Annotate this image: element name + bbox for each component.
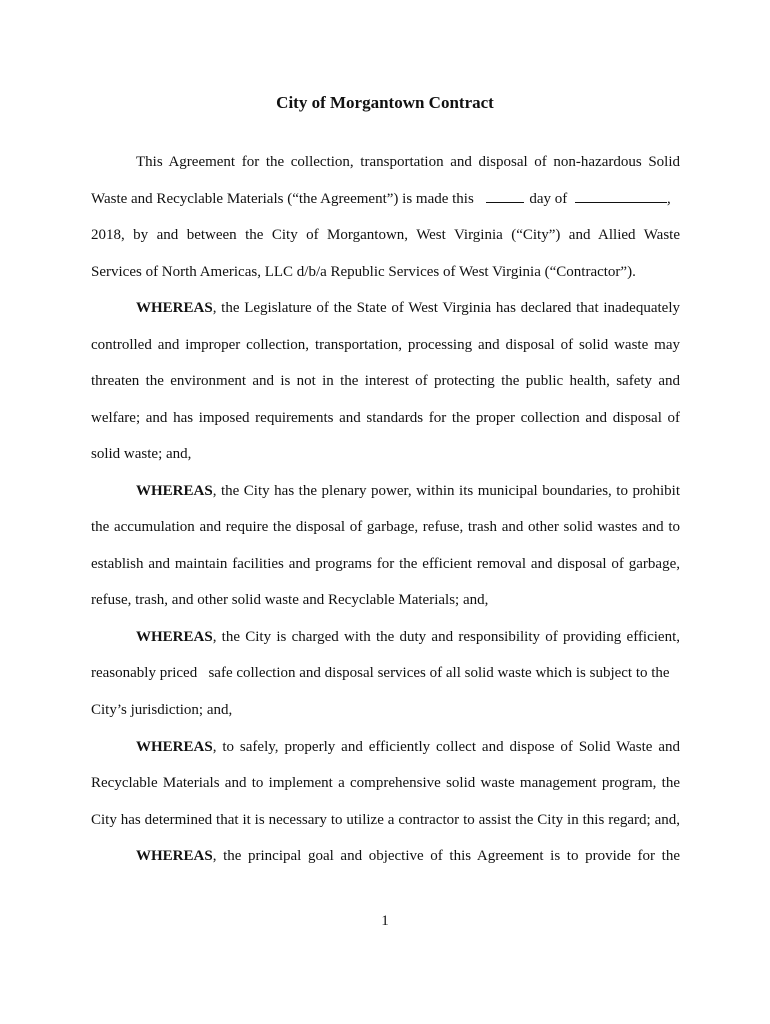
page-number: 1 — [381, 913, 389, 929]
whereas-1-line-4: welfare; and has imposed requirements and standards for the proper collection and disposal of — [91, 410, 680, 426]
whereas-4-line-2: Recyclable Materials and to implement a comprehensive solid waste management program, the — [91, 775, 680, 791]
month-blank — [575, 188, 667, 203]
intro-line-2-text: Waste and Recyclable Materials (“the Agreement”) is made this — [91, 191, 474, 207]
whereas-5-lead: WHEREAS — [136, 848, 213, 864]
whereas-2-line-4: refuse, trash, and other solid waste and Recyclable Materials; and, — [91, 592, 489, 608]
whereas-1-line-2: controlled and improper collection, transportation, processing and disposal of solid waste may — [91, 337, 680, 353]
whereas-3-line-1-text: , the City is charged with the duty and responsibility of providing efficient, — [212, 629, 680, 645]
whereas-4-line-1-text: , to safely, properly and efficiently collect and dispose of Solid Waste and — [212, 739, 680, 755]
whereas-1-line-3: threaten the environment and is not in the interest of protecting the public health, safety and — [91, 373, 680, 389]
intro-line-2 — [91, 188, 680, 210]
whereas-1-lead: WHEREAS — [136, 300, 213, 316]
whereas-2-line-2: the accumulation and require the disposal of garbage, refuse, trash and other solid wastes and to — [91, 519, 680, 535]
intro-line-2-comma: , — [666, 191, 671, 207]
whereas-3-line-2: reasonably priced safe collection and disposal services of all solid waste which is subject to the — [91, 665, 670, 681]
whereas-2-lead: WHEREAS — [136, 483, 213, 499]
whereas-3-line-3: City’s jurisdiction; and, — [91, 702, 233, 718]
whereas-3-lead: WHEREAS — [136, 629, 213, 645]
whereas-3-line-1 — [136, 626, 680, 648]
document-title: City of Morgantown Contract — [276, 93, 494, 112]
intro-line-4: Services of North Americas, LLC d/b/a Republic Services of West Virginia (“Contractor”). — [91, 264, 636, 280]
intro-line-3: 2018, by and between the City of Morgantown, West Virginia (“City”) and Allied Waste — [91, 227, 680, 243]
intro-line-2-day: day of — [529, 191, 568, 207]
whereas-1-line-1 — [136, 297, 680, 319]
whereas-4-line-3: City has determined that it is necessary to utilize a contractor to assist the City in this regard; and, — [91, 812, 680, 828]
whereas-2-line-3: establish and maintain facilities and programs for the efficient removal and disposal of garbage, — [91, 556, 680, 572]
whereas-1-line-5: solid waste; and, — [91, 446, 192, 462]
whereas-2-line-1 — [136, 480, 680, 502]
whereas-4-line-1 — [136, 736, 680, 758]
whereas-4-lead: WHEREAS — [136, 739, 213, 755]
intro-line-1: This Agreement for the collection, transportation and disposal of non-hazardous Solid — [136, 154, 680, 170]
whereas-2-line-1-text: , the City has the plenary power, within its municipal boundaries, to prohibit — [212, 483, 680, 499]
whereas-5-line-1 — [136, 845, 680, 867]
whereas-5-line-1-text: , the principal goal and objective of this Agreement is to provide for the — [212, 848, 680, 864]
day-blank — [486, 188, 524, 203]
whereas-1-line-1-text: , the Legislature of the State of West Virginia has declared that inadequately — [212, 300, 680, 316]
